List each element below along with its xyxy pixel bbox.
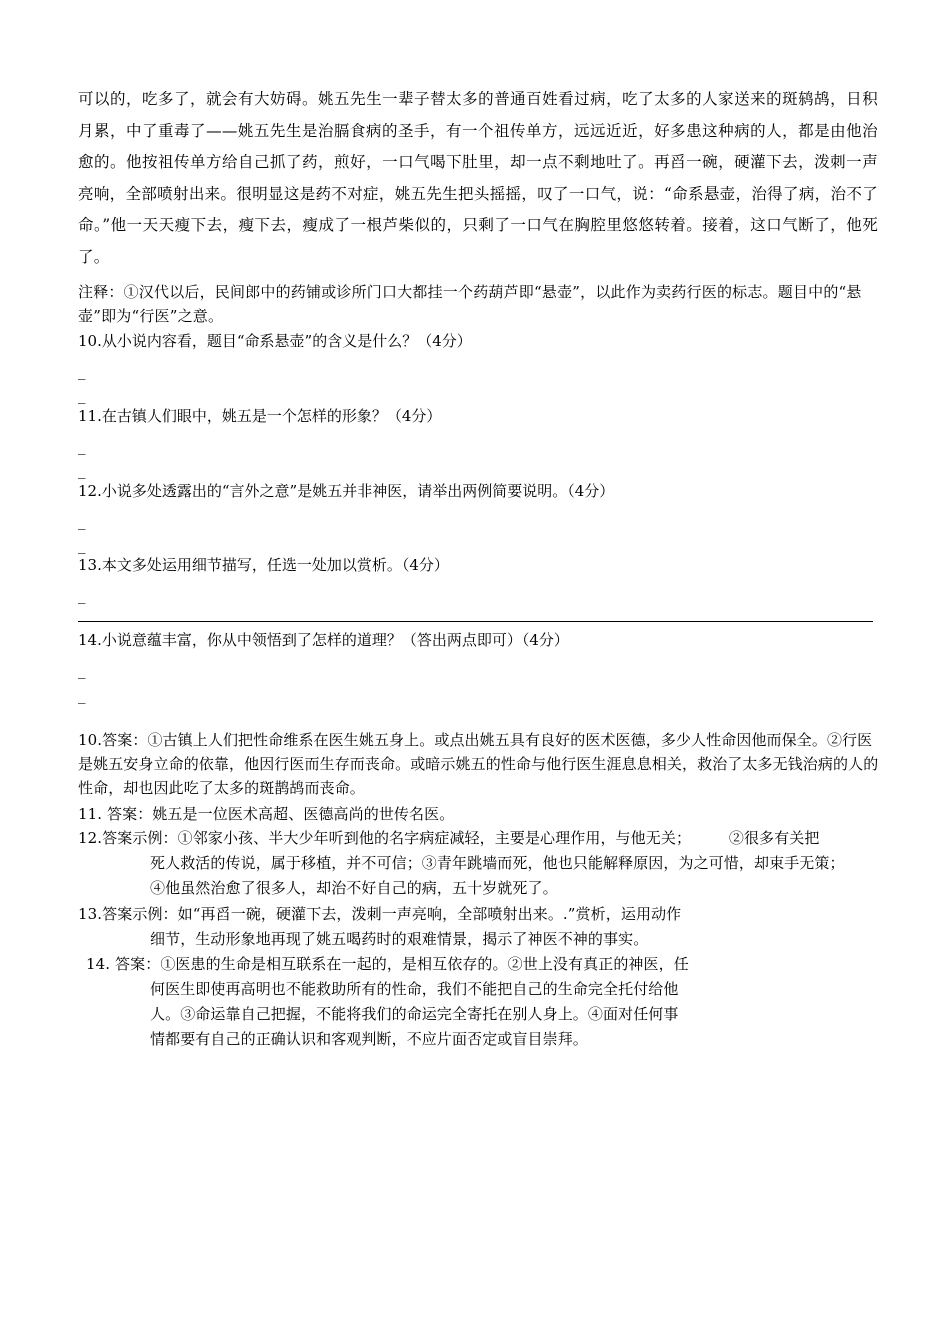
answer-blank[interactable]: _ — [78, 386, 86, 404]
question-12: 12.小说多处透露出的“言外之意”是姚五并非神医，请举出两例简要说明。（4分） — [78, 482, 615, 500]
answer-11: 11. 答案：姚五是一位医术高超、医德高尚的世传名医。 — [78, 805, 455, 823]
answer-blank[interactable]: _ — [78, 686, 86, 704]
answer-blank[interactable]: _ — [78, 661, 86, 679]
answer-14-line: 情都要有自己的正确认识和客观判断，不应片面否定或盲目崇拜。 — [150, 1030, 588, 1048]
question-13: 13.本文多处运用细节描写，任选一处加以赏析。（4分） — [78, 556, 449, 574]
answer-14-line: 人。③命运靠自己把握，不能将我们的命运完全寄托在别人身上。④面对任何事 — [150, 1005, 679, 1023]
answer-blank[interactable]: _ — [78, 362, 86, 380]
question-14: 14.小说意蕴丰富，你从中领悟到了怎样的道理？（答出两点即可）（4分） — [78, 631, 569, 649]
story-paragraph: 可以的，吃多了，就会有大妨碍。姚五先生一辈子替太多的普通百姓看过病，吃了太多的人家送来的斑鸫鸪，日积月累，中了重毒了——姚五先生是治膈食病的圣手，有一个祖传单方，远远近近，好多患这种病的人，都是由他治愈的。他按祖传单方给自己抓了药，煎好，一口气喝下肚里，却一点不剩地吐了。再舀一碗，硬灌下去，泼刺一声亮响，全部喷射出来。很明显这是药不对症，姚五先生把头摇摇，叹了一口气，说：“命系悬壶，治得了病，治不了命。”他一天天瘦下去，瘦下去，瘦成了一根芦柴似的，只剩了一口气在胸腔里悠悠转着。接着，这口气断了，他死了。 — [78, 90, 878, 266]
answer-14-line: 14. 答案：①医患的生命是相互联系在一起的，是相互依存的。②世上没有真正的神医，任 — [86, 955, 689, 973]
answer-blank[interactable]: _ — [78, 586, 86, 604]
answer-blank[interactable]: _ — [78, 461, 86, 479]
answer-blank[interactable]: _ — [78, 512, 86, 530]
answer-12-line: 死人救活的传说，属于移植，并不可信；③青年跳墙而死，他也只能解释原因，为之可惜，却束手无策； — [150, 854, 845, 872]
answer-10: 10.答案：①古镇上人们把性命维系在医生姚五身上。或点出姚五具有良好的医术医德，多少人性命因他而保全。②行医是姚五安身立命的依靠，他因行医而生存而丧命。或暗示姚五的性命与他行医生涯息息相关，救治了太多无钱治病的人的性命，却也因此吃了太多的斑鹊鸪而丧命。 — [78, 731, 879, 797]
question-10: 10.从小说内容看，题目“命系悬壶”的含义是什么？（4分） — [78, 332, 472, 350]
answer-12-line: ④他虽然治愈了很多人，却治不好自己的病，五十岁就死了。 — [150, 879, 558, 897]
answer-14-line: 何医生即使再高明也不能救助所有的性命，我们不能把自己的生命完全托付给他 — [150, 980, 679, 998]
answer-blank[interactable]: _ — [78, 437, 86, 455]
answer-13-line: 细节，生动形象地再现了姚五喝药时的艰难情景，揭示了神医不神的事实。 — [150, 930, 649, 948]
question-11: 11.在古镇人们眼中，姚五是一个怎样的形象？（4分） — [78, 407, 442, 425]
answer-13-line: 13.答案示例：如“再舀一碗，硬灌下去，泼刺一声亮响，全部喷射出来。.”赏析，运用动作 — [78, 905, 682, 923]
answer-line[interactable] — [78, 621, 873, 622]
answer-blank[interactable]: _ — [78, 536, 86, 554]
answer-12-line: 12.答案示例：①邻家小孩、半大少年听到他的名字病症减轻，主要是心理作用，与他无关； ②很多有关把 — [78, 829, 820, 847]
footnote: 注释：①汉代以后，民间郎中的药铺或诊所门口大都挂一个药葫芦即“悬壶”，以此作为卖药行医的标志。题目中的“悬壶”即为“行医”之意。 — [78, 283, 862, 325]
